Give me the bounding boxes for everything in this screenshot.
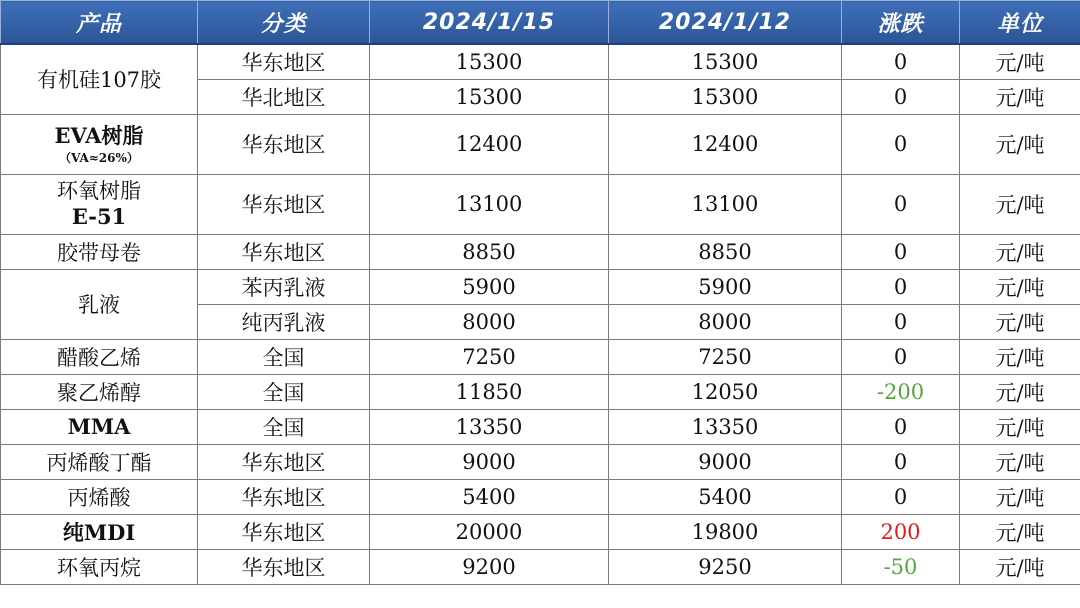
table-row — [1, 44, 1080, 79]
table-row — [1, 409, 1080, 444]
price-cell-date-1: 15300 — [370, 79, 609, 114]
unit-cell: 元/吨 — [960, 339, 1080, 374]
product-cell: 胶带母卷 — [1, 234, 198, 269]
header-date-1: 2024/1/15 — [370, 1, 609, 45]
region-cell: 全国 — [198, 409, 370, 444]
table-row — [1, 269, 1080, 304]
unit-cell: 元/吨 — [960, 304, 1080, 339]
unit-cell: 元/吨 — [960, 79, 1080, 114]
price-cell-date-2: 13350 — [609, 409, 842, 444]
product-cell: MMA — [1, 409, 198, 444]
unit-cell: 元/吨 — [960, 514, 1080, 549]
region-cell: 全国 — [198, 374, 370, 409]
change-cell: 0 — [842, 79, 960, 114]
price-cell-date-2: 9000 — [609, 444, 842, 479]
price-cell-date-2: 12400 — [609, 114, 842, 174]
change-cell: 0 — [842, 444, 960, 479]
price-cell-date-1: 8850 — [370, 234, 609, 269]
table-header — [1, 1, 1080, 45]
unit-cell: 元/吨 — [960, 44, 1080, 79]
price-cell-date-1: 11850 — [370, 374, 609, 409]
change-cell: 0 — [842, 409, 960, 444]
table-row — [1, 234, 1080, 269]
header-product: 产品 — [1, 1, 198, 45]
unit-cell: 元/吨 — [960, 409, 1080, 444]
unit-cell: 元/吨 — [960, 549, 1080, 584]
price-cell-date-1: 5400 — [370, 479, 609, 514]
region-cell: 华东地区 — [198, 444, 370, 479]
table-row — [1, 174, 1080, 234]
region-cell: 华北地区 — [198, 79, 370, 114]
product-cell: 丙烯酸 — [1, 479, 198, 514]
price-cell-date-2: 5900 — [609, 269, 842, 304]
change-cell: 0 — [842, 114, 960, 174]
header-unit: 单位 — [960, 1, 1080, 45]
product-cell: 乳液 — [1, 269, 198, 339]
product-name: EVA树脂 — [54, 123, 144, 148]
price-cell-date-2: 15300 — [609, 79, 842, 114]
unit-cell: 元/吨 — [960, 479, 1080, 514]
price-cell-date-1: 9200 — [370, 549, 609, 584]
region-cell: 华东地区 — [198, 114, 370, 174]
change-cell: 0 — [842, 174, 960, 234]
change-cell: 0 — [842, 339, 960, 374]
region-cell: 苯丙乳液 — [198, 269, 370, 304]
table-row — [1, 549, 1080, 584]
region-cell: 华东地区 — [198, 549, 370, 584]
region-cell: 华东地区 — [198, 479, 370, 514]
product-cell — [1, 114, 198, 174]
change-cell: -200 — [842, 374, 960, 409]
price-cell-date-2: 19800 — [609, 514, 842, 549]
header-category: 分类 — [198, 1, 370, 45]
region-cell: 纯丙乳液 — [198, 304, 370, 339]
table-row — [1, 444, 1080, 479]
unit-cell: 元/吨 — [960, 174, 1080, 234]
product-name: 环氧树脂 — [57, 179, 141, 203]
product-cell: 醋酸乙烯 — [1, 339, 198, 374]
price-cell-date-1: 13100 — [370, 174, 609, 234]
unit-cell: 元/吨 — [960, 234, 1080, 269]
price-cell-date-2: 13100 — [609, 174, 842, 234]
table-row — [1, 479, 1080, 514]
product-name: 有机硅107胶 — [36, 68, 162, 93]
product-subtitle: E-51 — [71, 204, 127, 229]
change-cell: 0 — [842, 234, 960, 269]
product-cell — [1, 174, 198, 234]
region-cell: 华东地区 — [198, 174, 370, 234]
table-row — [1, 114, 1080, 174]
table-row — [1, 339, 1080, 374]
price-cell-date-2: 7250 — [609, 339, 842, 374]
price-cell-date-1: 13350 — [370, 409, 609, 444]
price-cell-date-1: 8000 — [370, 304, 609, 339]
price-cell-date-2: 8000 — [609, 304, 842, 339]
table-row — [1, 374, 1080, 409]
region-cell: 华东地区 — [198, 234, 370, 269]
product-cell — [1, 44, 198, 114]
product-cell: 丙烯酸丁酯 — [1, 444, 198, 479]
price-cell-date-2: 8850 — [609, 234, 842, 269]
price-cell-date-1: 12400 — [370, 114, 609, 174]
price-cell-date-1: 5900 — [370, 269, 609, 304]
product-cell: 环氧丙烷 — [1, 549, 198, 584]
price-cell-date-1: 9000 — [370, 444, 609, 479]
unit-cell: 元/吨 — [960, 114, 1080, 174]
change-cell: -50 — [842, 549, 960, 584]
table-row — [1, 514, 1080, 549]
header-change: 涨跌 — [842, 1, 960, 45]
product-cell: 聚乙烯醇 — [1, 374, 198, 409]
change-cell: 0 — [842, 479, 960, 514]
region-cell: 华东地区 — [198, 44, 370, 79]
product-subtitle: （VA≈26%） — [59, 151, 139, 165]
unit-cell: 元/吨 — [960, 374, 1080, 409]
header-date-2: 2024/1/12 — [609, 1, 842, 45]
change-cell: 0 — [842, 44, 960, 79]
change-cell: 200 — [842, 514, 960, 549]
region-cell: 全国 — [198, 339, 370, 374]
price-cell-date-2: 12050 — [609, 374, 842, 409]
change-cell: 0 — [842, 304, 960, 339]
change-cell: 0 — [842, 269, 960, 304]
product-cell: 纯MDI — [1, 514, 198, 549]
price-cell-date-1: 15300 — [370, 44, 609, 79]
unit-cell: 元/吨 — [960, 269, 1080, 304]
region-cell: 华东地区 — [198, 514, 370, 549]
price-cell-date-1: 20000 — [370, 514, 609, 549]
price-cell-date-2: 5400 — [609, 479, 842, 514]
unit-cell: 元/吨 — [960, 444, 1080, 479]
price-cell-date-2: 9250 — [609, 549, 842, 584]
price-cell-date-1: 7250 — [370, 339, 609, 374]
price-cell-date-2: 15300 — [609, 44, 842, 79]
